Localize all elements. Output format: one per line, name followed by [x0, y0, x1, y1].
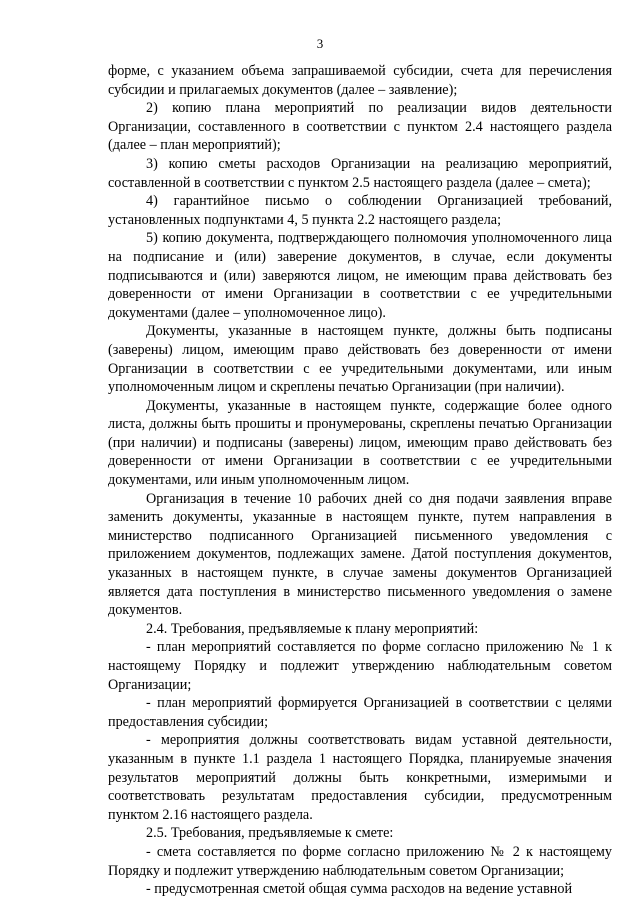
paragraph: Документы, указанные в настоящем пункте, должны быть подписаны (заверены) лицом, имеющим право действовать без доверенности от имени Организации в соответствии с ее учредительными документами, или иным уполномоченным лицом и скреплены печатью Организации (при наличии). [108, 323, 612, 396]
paragraph: 2) копию плана мероприятий по реализации видов деятельности Организации, составленного в соответствии с пунктом 2.4 настоящего раздела (далее – план мероприятий); [108, 100, 612, 154]
paragraph: 2.4. Требования, предъявляемые к плану мероприятий: [146, 620, 479, 637]
paragraph: - мероприятия должны соответствовать видам уставной деятельности, указанным в пункте 1.1 раздела 1 настоящего Порядка, планируемые значения результатов мероприятий должны быть конкретными, измеримыми и соответствовать результатам предоставления субсидии, предусмотренным пунктом 2.16 настоящего раздела. [108, 732, 612, 823]
page-number: 3 [316, 36, 324, 51]
paragraph: Организация в течение 10 рабочих дней со дня подачи заявления вправе заменить документы, указанные в настоящем пункте, путем направления в министерство подписанного Организацией письменного уведомления с приложением документов, подлежащих замене. Датой поступления документов, указанных в настоящем пункте, в случае замены документов Организацией является дата поступления в министерство письменного уведомления о замене документов. [108, 490, 612, 619]
paragraph: Документы, указанные в настоящем пункте, содержащие более одного листа, должны быть прошиты и пронумерованы, скреплены печатью Организации (при наличии) и подписаны (заверены) лицом, имеющим право действовать без доверенности от имени Организации в соответствии с ее учредительными документами, или иным уполномоченным лицом. [108, 397, 612, 489]
paragraph: 2.5. Требования, предъявляемые к смете: [146, 825, 394, 842]
paragraph: 4) гарантийное письмо о соблюдении Организацией требований, установленных подпунктами 4, 5 пункта 2.2 настоящего раздела; [108, 193, 612, 228]
paragraph: 3) копию сметы расходов Организации на реализацию мероприятий, составленной в соответствии с пунктом 2.5 настоящего раздела (далее – смета); [108, 155, 612, 191]
paragraph: - план мероприятий составляется по форме согласно приложению № 1 к настоящему Порядку и подлежит утверждению наблюдательным советом Организации; [108, 639, 612, 693]
paragraph: - предусмотренная сметой общая сумма расходов на ведение уставной [146, 881, 573, 898]
paragraph: форме, с указанием объема запрашиваемой субсидии, счета для перечисления субсидии и прилагаемых документов (далее – заявление); [108, 63, 612, 98]
document-body [108, 62, 612, 899]
paragraph: - план мероприятий формируется Организацией в соответствии с целями предоставления субсидии; [108, 695, 612, 730]
paragraph: - смета составляется по форме согласно приложению № 2 к настоящему Порядку и подлежит утверждению наблюдательным советом Организации; [108, 843, 612, 879]
paragraph: 5) копию документа, подтверждающего полномочия уполномоченного лица на подписание и (или) заверение документов, в случае, если документы подписываются и (или) заверяются лицом, не имеющим права действовать без доверенности от имени Организации в соответствии с ее учредительными документами (далее – уполномоченное лицо). [108, 230, 612, 321]
